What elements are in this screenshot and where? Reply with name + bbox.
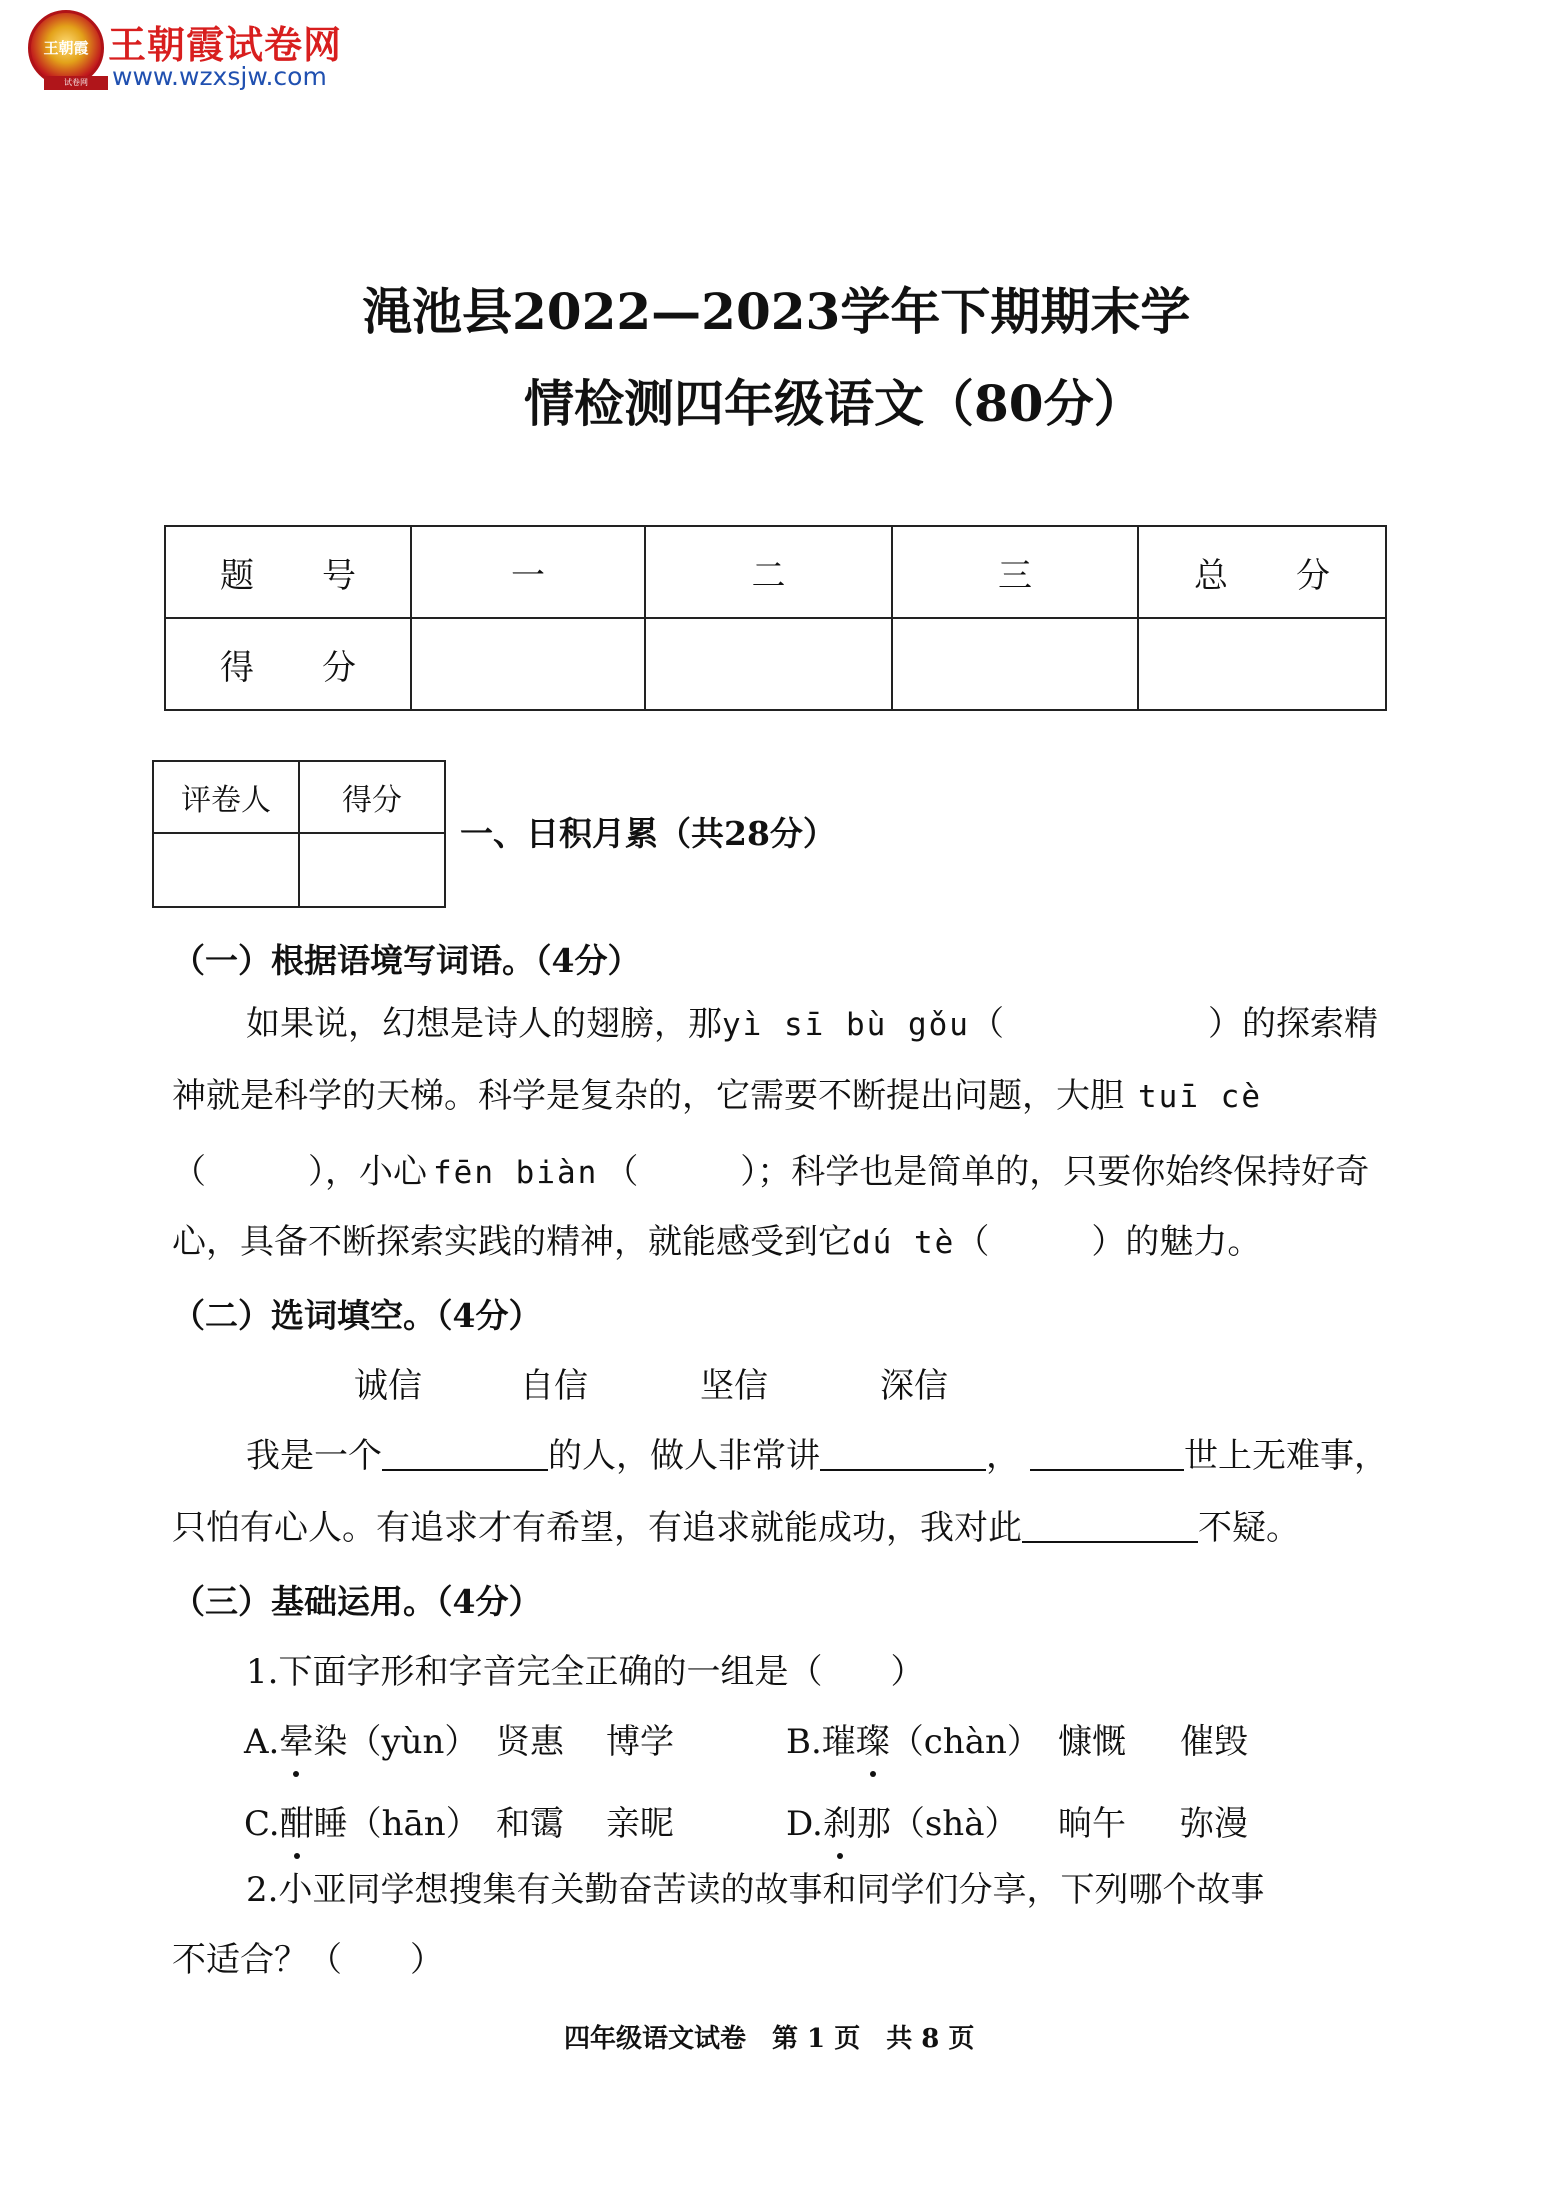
grader-header: 得分 — [299, 761, 445, 833]
score-table-header-cell: 总 分 — [1138, 526, 1386, 618]
score-table-header-cell: 二 — [645, 526, 892, 618]
fill-blank[interactable] — [382, 1439, 548, 1471]
option-d[interactable]: D.刹那（shà） — [786, 1796, 1018, 1845]
word-option: 诚信 — [354, 1366, 422, 1406]
score-table-header-cell: 三 — [892, 526, 1138, 618]
logo-url[interactable]: www.wzxsjw.com — [112, 62, 327, 91]
score-table-score-row — [165, 618, 1386, 710]
option-a-word: 贤惠 — [496, 1722, 564, 1762]
part-1-line-2: 神就是科学的天梯。科学是复杂的，它需要不断提出问题，大胆 tuī cè — [172, 1076, 1262, 1116]
option-c-word: 亲昵 — [606, 1804, 674, 1844]
part-1-line-4: 心，具备不断探索实践的精神，就能感受到它dú tè（ ）的魅力。 — [172, 1222, 1262, 1262]
part-3-title: （三）基础运用。（4分） — [172, 1582, 542, 1621]
option-b[interactable]: B.璀璨（chàn） — [786, 1714, 1041, 1763]
option-a-word: 博学 — [606, 1722, 674, 1762]
fill-blank[interactable] — [820, 1439, 986, 1471]
part-1-line-1: 如果说，幻想是诗人的翅膀，那yì sī bù gǒu（ ）的探索精 — [246, 1004, 1378, 1044]
word-option: 坚信 — [700, 1366, 768, 1406]
fill-blank[interactable] — [1022, 1511, 1198, 1543]
option-c[interactable]: C.酣睡（hān） — [244, 1796, 480, 1845]
part-2-line-1: 我是一个 的人，做人非常讲 ， 世上无难事， — [246, 1436, 1388, 1476]
score-table-header-cell: 一 — [411, 526, 645, 618]
logo-badge: 王朝霞 — [28, 10, 104, 86]
part-1-line-3: （ ），小心 fēn biàn （ ）；科学也是简单的，只要你始终保持好奇 — [172, 1152, 1370, 1192]
score-row-label: 得 分 — [165, 618, 411, 710]
score-cell[interactable] — [411, 618, 645, 710]
option-d-word: 弥漫 — [1180, 1804, 1248, 1844]
option-c-word: 和霭 — [496, 1804, 564, 1844]
fill-blank[interactable] — [1030, 1439, 1184, 1471]
logo-name: 王朝霞试卷网 — [108, 23, 343, 67]
grader-cell[interactable] — [299, 833, 445, 907]
option-b-word: 催毁 — [1180, 1722, 1248, 1762]
score-table-header-cell: 题 号 — [165, 526, 411, 618]
option-d-word: 晌午 — [1058, 1804, 1126, 1844]
question-2-line-2: 不适合？（ ） — [172, 1940, 444, 1980]
question-2-line-1: 2.小亚同学想搜集有关勤奋苦读的故事和同学们分享，下列哪个故事 — [246, 1870, 1265, 1910]
option-a[interactable]: A.晕染（yùn） — [244, 1714, 478, 1763]
part-1-title: （一）根据语境写词语。（4分） — [172, 941, 641, 980]
score-cell[interactable] — [892, 618, 1138, 710]
word-option: 深信 — [880, 1366, 948, 1406]
word-option: 自信 — [520, 1366, 588, 1406]
question-1: 1.下面字形和字音完全正确的一组是（ ） — [246, 1652, 925, 1692]
section-1-title: 一、日积月累（共28分） — [460, 814, 836, 853]
option-b-word: 慷慨 — [1058, 1722, 1126, 1762]
page-footer: 四年级语文试卷 第 1 页 共 8 页 — [564, 2024, 975, 2054]
score-cell[interactable] — [645, 618, 892, 710]
part-2-title: （二）选词填空。（4分） — [172, 1296, 542, 1335]
grader-table — [152, 760, 446, 908]
logo-ribbon: 试卷网 — [44, 76, 108, 90]
score-table-header-row — [165, 526, 1386, 618]
title-line-2: 情检测四年级语文（80分） — [524, 374, 1144, 433]
score-table — [164, 525, 1387, 711]
grader-header: 评卷人 — [153, 761, 299, 833]
grader-cell[interactable] — [153, 833, 299, 907]
score-cell[interactable] — [1138, 618, 1386, 710]
part-2-line-2: 只怕有心人。有追求才有希望，有追求就能成功，我对此 不疑。 — [172, 1508, 1300, 1548]
title-line-1: 渑池县2022—2023学年下期期末学 — [362, 282, 1191, 341]
